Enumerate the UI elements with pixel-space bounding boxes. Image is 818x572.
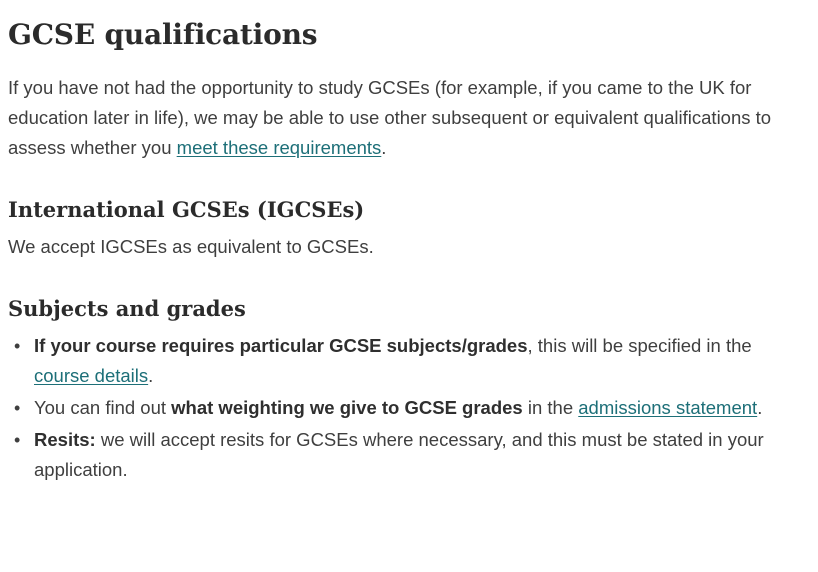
igcse-paragraph: We accept IGCSEs as equivalent to GCSEs. <box>8 236 374 257</box>
list-item-lead-bold: If your course requires particular GCSE subjects/grades <box>34 335 528 356</box>
list-item-lead-text: You can find out <box>34 397 172 418</box>
list-item-mid-text: , this will be specified in the <box>527 335 752 356</box>
list-item-tail-text: . <box>757 397 763 418</box>
section-heading-subjects-and-grades: Subjects and grades <box>8 296 246 321</box>
list-item-mid-text: in the <box>522 397 579 418</box>
section-heading-igcses: International GCSEs (IGCSEs) <box>8 197 365 222</box>
list-item-tail-text: . <box>148 365 154 386</box>
list-item-mid-text: we will accept resits for GCSEs where necessary, and this must be stated in your application. <box>34 429 764 480</box>
course-details-link[interactable]: course details <box>34 365 149 386</box>
intro-text-after-link: . <box>381 137 387 158</box>
intro-text-before-link: If you have not had the opportunity to study GCSEs (for example, if you came to the UK for education later in life), we may be able to use other subsequent or equivalent qualifications to assess whether you <box>8 77 772 158</box>
page-title: GCSE qualifications <box>8 18 318 51</box>
list-item-bold-text: what weighting we give to GCSE grades <box>171 397 523 418</box>
list-item <box>34 393 792 423</box>
list-item <box>34 331 792 391</box>
subjects-grades-list <box>8 331 792 485</box>
intro-paragraph <box>8 73 792 163</box>
admissions-statement-link[interactable]: admissions statement <box>578 397 758 418</box>
list-item <box>34 425 792 485</box>
meet-these-requirements-link[interactable]: meet these requirements <box>176 137 382 158</box>
list-item-lead-bold: Resits: <box>34 429 96 450</box>
